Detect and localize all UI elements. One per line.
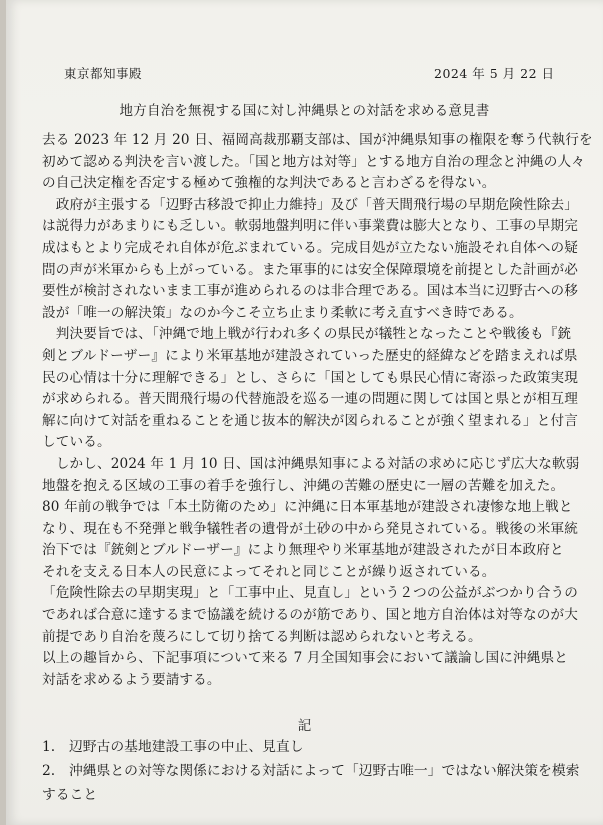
body-line: 政府が主張する「辺野古移設で抑止力維持」及び「普天間飛行場の早期危険性除去」 [42, 196, 579, 213]
body-text [42, 130, 593, 691]
date: 2024 年 5 月 22 日 [434, 66, 555, 81]
body-line: 判決要旨では、「沖縄で地上戦が行われ多くの県民が犠牲となったことや戦後も『銃 [42, 326, 572, 343]
body-line: 解に向けて対話を重ねることを通じ抜本的解決が図られることが強く望まれる」と付言 [42, 412, 579, 429]
body-line: 前提であり自治を蔑ろにして切り捨てる判断は認められないと考える。 [42, 628, 482, 645]
body-line: なり、現在も不発弾と戦争犠牲者の遺骨が土砂の中から発見されている。戦後の米軍統 [42, 520, 579, 537]
body-line: の自己決定権を否定する極めて強権的な判決であると言わざるを得ない。 [42, 175, 496, 192]
list-item: 2. 沖縄県との対等な関係における対話によって「辺野古唯一」ではない解決策を模索 [42, 763, 580, 779]
body-line: 初めて認める判決を言い渡した。「国と地方は対等」とする地方自治の理念と沖縄の人々 [42, 153, 585, 170]
body-line: している。 [42, 434, 111, 451]
body-line: 治下では『銃剣とブルドーザー』により無理やり米軍基地が建設されたが日本政府と [42, 542, 564, 559]
body-line: が求められる。普天間飛行場の代替施設を巡る一連の問題に関しては国と県とが相互理 [42, 391, 579, 408]
body-line: 以上の趣旨から、下記事項について来る 7 月全国知事会において議論し国に沖縄県と [42, 650, 568, 667]
body-line: であれば合意に達するまで協議を続けるのが筋であり、国と地方自治体は対等なのが大 [42, 607, 579, 624]
body-line: は説得力があまりにも乏しい。軟弱地盤判明に伴い事業費は膨大となり、工事の早期完 [42, 218, 579, 235]
list-item-continuation: すること [42, 787, 98, 803]
body-line: それを支える日本人の民意によってそれと同じことが繰り返されている。 [42, 563, 496, 580]
body-line: 民の心情は十分に理解できる」とし、さらに「国としても県民心情に寄添った政策実現 [42, 369, 579, 386]
body-line: 問の声が米軍からも上がっている。また軍事的には安全保障環境を前提とした計画が必 [42, 261, 579, 278]
addressee: 東京都知事殿 [64, 66, 143, 81]
body-line: 80 年前の戦争では「本土防衛のため」に沖縄に日本軍基地が建設され凄惨な地上戦と [42, 499, 573, 516]
body-line: 対話を求めるよう要請する。 [42, 671, 221, 688]
body-line: しかし、2024 年 1 月 10 日、国は沖縄県知事による対話の求めに応じず広大な軟弱 [42, 455, 580, 472]
list-item: 1. 辺野古の基地建設工事の中止、見直し [42, 739, 304, 755]
ki-heading: 記 [297, 718, 312, 734]
body-line: 要性が検討されないまま工事が進められるのは非合理である。国は本当に辺野古への移 [42, 283, 579, 300]
document-title: 地方自治を無視する国に対し沖縄県との対話を求める意見書 [119, 103, 490, 119]
body-line: 成はもとより完成それ自体が危ぶまれている。完成目処が立たない施設それ自体への疑 [42, 239, 579, 256]
body-line: 地盤を抱える区域の工事の着手を強行し、沖縄の苦難の歴史に一層の苦難を加えた。 [42, 477, 565, 494]
body-line: 「危険性除去の早期実現」と「工事中止、見直し」という２つの公益がぶつかり合うの [42, 585, 579, 602]
body-line: 設が「唯一の解決策」なのか今こそ立ち止まり柔軟に考え直すべき時である。 [42, 304, 523, 321]
body-line: 去る 2023 年 12 月 20 日、福岡高裁那覇支部は、国が沖縄県知事の権限を奪う代執行を [42, 132, 593, 148]
document-page [6, 0, 603, 825]
body-line: 剣とブルドーザー』により米軍基地が建設されていった歴史的経緯などを踏まえれば県 [42, 347, 578, 364]
